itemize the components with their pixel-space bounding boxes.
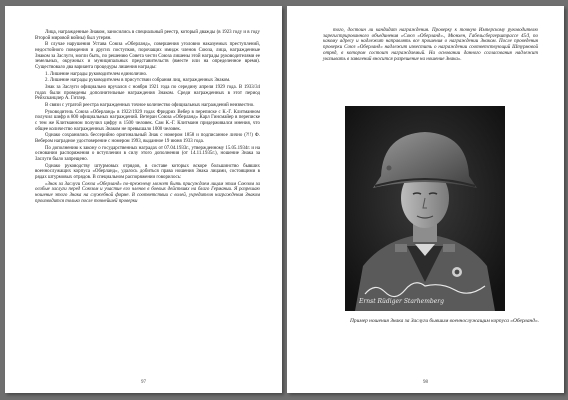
portrait-image [345, 106, 505, 311]
paragraph: В связи с утратой реестра награжденных точное количество официальных награждений неизвестно. [45, 103, 255, 109]
left-page-text [35, 30, 260, 205]
paragraph: Однако руководству штурмовых отрядов, в составе которых вскоре большинство бывших военнослужащих корпуса «Оберланд», удалось добиться права ношения Знака лицами, состоящими в рядах штурмовых отрядов. В специальном распоряжении говорилось: [35, 163, 260, 180]
paragraph: 2. Лишение награды руководителем в присутствии собрания лиц, награжденных Знаком. [45, 78, 231, 84]
paragraph: «Знак за Заслуги Союза «Оберланд» по-прежнему может быть присуждаем лицам этим Союзом за особые заслуги перед Союзом и участие его членов в боевых действиях на благо Германии. Я разрешаю ношение этого Знака на служебной форме. В соответствии с волей, учредителя награждения Знаком производится только после точнейшей проверки [35, 181, 260, 204]
right-page [287, 6, 564, 393]
paragraph: Однако сохранились бессерийно оригинальный Знак с номером 1858 и подписанное лично (?!!) Ф. Вебером наградное удостоверение с номером 1993, выданное 19 июня 1933 года. [35, 133, 260, 144]
left-page-number: 97 [141, 380, 146, 385]
paragraph: По дополнению к закону о государственных наградах от 07.04.1933г., утвержденному 15.05.1934г. и на основании распоряжения о вступлении в силу этого дополнения (от 14.11.1935г.), ношение Знака за Заслуги было запрещено. [35, 145, 260, 162]
photo-caption: Пример ношения Знака за Заслуги бывшим военнослужащим корпуса «Оберланд». [349, 318, 539, 324]
paragraph: Руководитель Союза «Оберланд» в 1922/1929 годах Фридрих Вебер в переписке с К.-Г. Клитманном получил шифр в 800 официальных награждений. Ветеран Союза «Оберланд» Карл Гинсмайер в переписке с тем же Клитманном получил цифру в 1500 человек. Сам К.-Г. Клитманн придерживался мнения, что общее количество награжденных Знаком не превышало 1000 человек. [35, 109, 260, 132]
left-page [5, 6, 282, 393]
portrait-photo [345, 106, 505, 311]
paragraph: Лица, награжденные Знаком, заносились в специальный реестр, который дважды (в 1923 году и в году Второй мировой войны) был утерян. [35, 30, 260, 41]
right-page-number: 98 [423, 380, 428, 385]
right-page-text [323, 28, 538, 62]
paragraph: того, достоин ли кандидат награждения. Проверку к точную Имперскому руководителю зарегистрированного объединения «Союз «Оберланд»., Мюнхен, Габельсбергерштрассе 45/I, по какому адресу и надлежит направлять все прошения о награждении Знаком. После проведения проверки Союз «Оберланд» надлежит известить о награждении соответствующий Штурмовой отряд, в котором состоит награждаемый. На основании данного согласования надлежит указывать в заявлений вносится разрешение на ношение Знака». [323, 28, 538, 62]
paragraph: 1. Лишение награды руководителем единолично. [45, 71, 148, 77]
photo-signature: Ernst Rüdiger Starhemberg [359, 298, 444, 305]
paragraph: Знак за Заслуги официально вручался с ноября 1921 года по середину апреля 1929 года. В 1933/34 годах были проведены дополнительные награждения Знаком. Среди награжденных в этот период Рейхсканцлер А. Гитлер. [35, 85, 260, 102]
paragraph: В случае нарушения Устава Союза «Оберланд», совершения уголовно наказуемых преступлений, недостойного поведения и других поступков, порочащих имидж членов Союза, лица, награжденные Знаком за Заслуги, могли быть, по решению Совета чести Союза лишены этой награды руководителями ее земельных, окружных и муниципальных представительств (вместе или на определенное время). Существовало два варианта процедуры лишения награды: [35, 42, 260, 70]
